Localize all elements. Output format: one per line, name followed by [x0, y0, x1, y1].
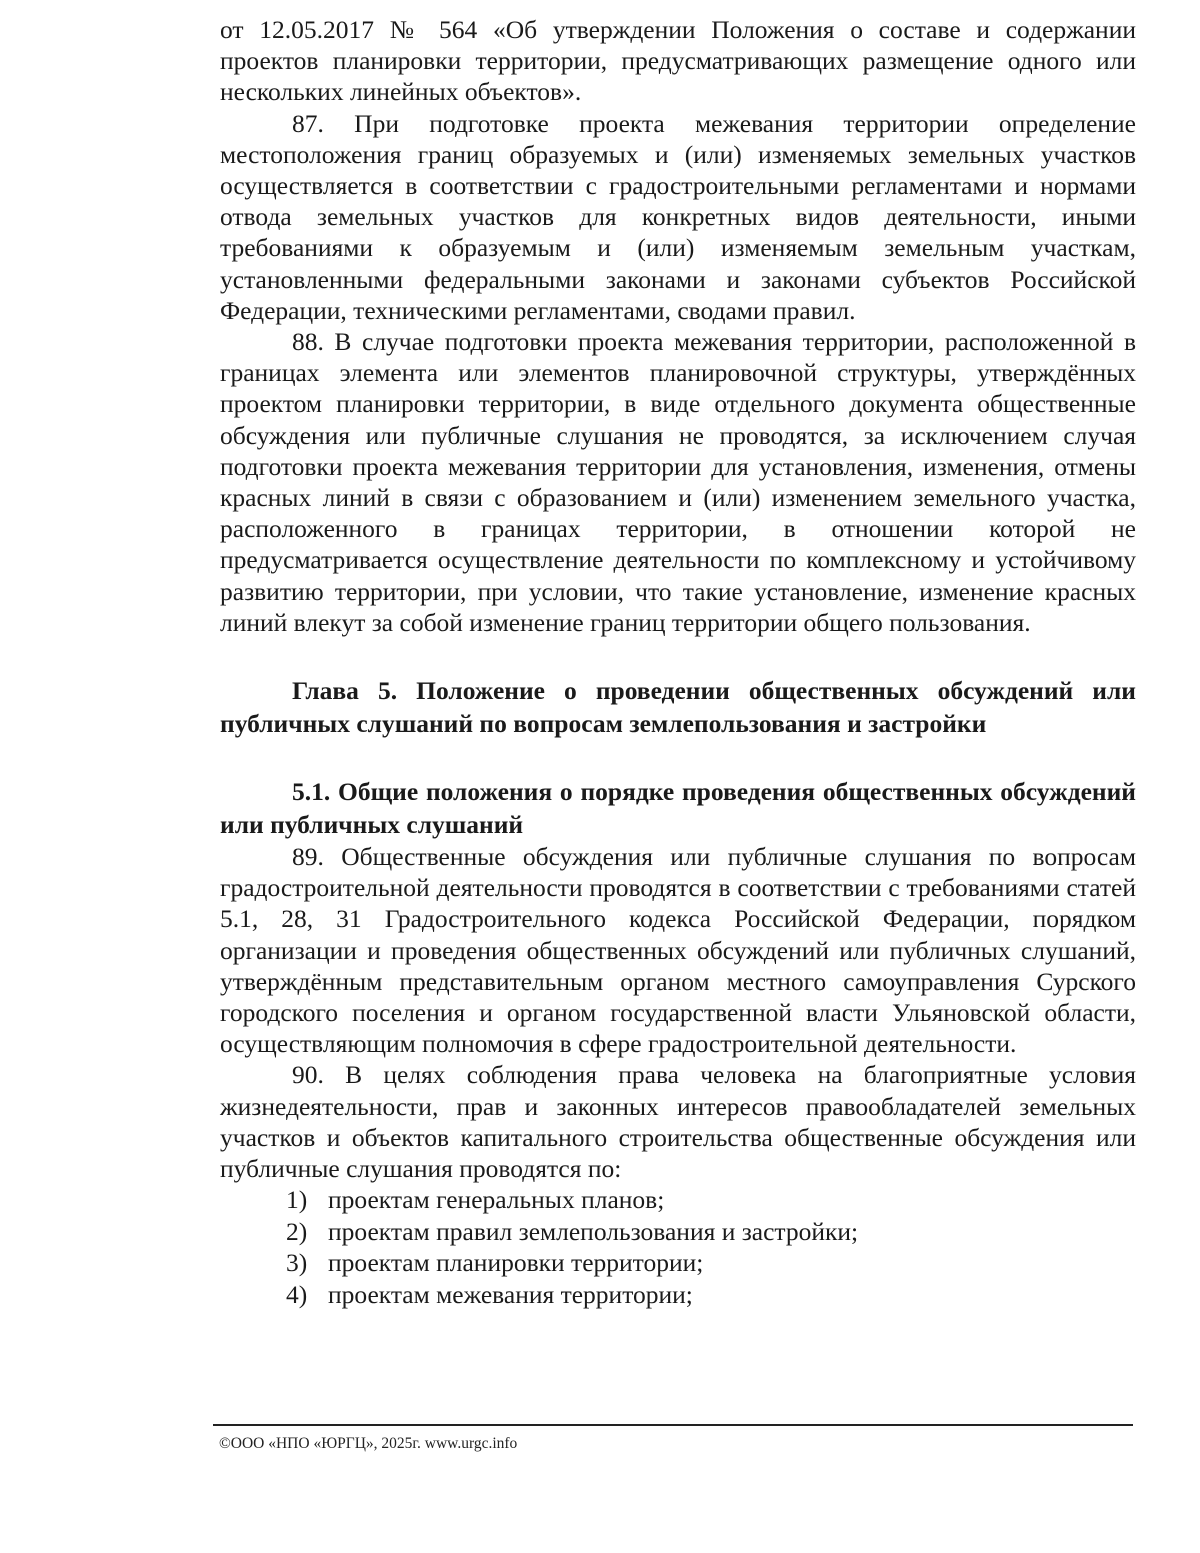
chapter-heading: Глава 5. Положение о проведении общественных обсуждений или публичных слушаний по вопросам землепользования и застройки: [220, 676, 1136, 739]
list-item: [220, 1184, 1136, 1216]
paragraph-87: 87. При подготовке проекта межевания территории определение местоположения границ образуемых и (или) изменяемых земельных участков осуществляется в соответствии с градостроительными регламентами и нормами отвода земельных участков для конкретных видов деятельности, иными требованиями к образуемым и (или) изменяемым земельным участкам, установленными федеральными законами и законами субъектов Российской Федерации, техническими регламентами, сводами правил.: [220, 108, 1136, 325]
section-heading: 5.1. Общие положения о порядке проведения общественных обсуждений или публичных слушаний: [220, 777, 1136, 840]
list-item-text: проектам планировки территории;: [328, 1248, 704, 1278]
list-item-number: 4): [286, 1279, 308, 1309]
list-item-text: проектам правил землепользования и застройки;: [328, 1216, 859, 1246]
list-item: [220, 1216, 1136, 1248]
list-item: [220, 1279, 1136, 1311]
paragraph-continuation: от 12.05.2017 № 564 «Об утверждении Положения о составе и содержании проектов планировки территории, предусматривающих размещение одного или нескольких линейных объектов».: [220, 15, 1136, 107]
document-page: [220, 14, 1136, 1310]
list: [220, 1184, 1136, 1310]
footer-copyright: ©ООО «НПО «ЮРГЦ», 2025г. www.urgc.info: [219, 1435, 518, 1452]
list-item-number: 2): [286, 1216, 308, 1246]
paragraph-89: 89. Общественные обсуждения или публичные слушания по вопросам градостроительной деятельности проводятся в соответствии с требованиями статей 5.1, 28, 31 Градостроительного кодекса Российской Федерации, порядком организации и проведения общественных обсуждений или публичных слушаний, утверждённым представительным органом местного самоуправления Сурского городского поселения и органом государственной власти Ульяновской области, осуществляющим полномочия в сфере градостроительной деятельности.: [220, 842, 1136, 1059]
list-item-text: проектам межевания территории;: [328, 1279, 693, 1309]
list-item-number: 3): [286, 1248, 308, 1278]
paragraph-88: 88. В случае подготовки проекта межевания территории, расположенной в границах элемента или элементов планировочной структуры, утверждённых проектом планировки территории, в виде отдельного документа общественные обсуждения или публичные слушания не проводятся, за исключением случая подготовки проекта межевания территории для установления, изменения, отмены красных линий в связи с образованием и (или) изменением земельного участка, расположенного в границах территории, в отношении которой не предусматривается осуществление деятельности по комплексному и устойчивому развитию территории, при условии, что такие установление, изменение красных линий влекут за собой изменение границ территории общего пользования.: [220, 327, 1136, 637]
list-item: [220, 1247, 1136, 1279]
paragraph-90: 90. В целях соблюдения права человека на благоприятные условия жизнедеятельности, прав и законных интересов правообладателей земельных участков и объектов капитального строительства общественные обсуждения или публичные слушания проводятся по:: [220, 1060, 1136, 1184]
list-item-number: 1): [286, 1185, 308, 1215]
footer-divider: [213, 1424, 1133, 1426]
list-item-text: проектам генеральных планов;: [328, 1185, 665, 1215]
